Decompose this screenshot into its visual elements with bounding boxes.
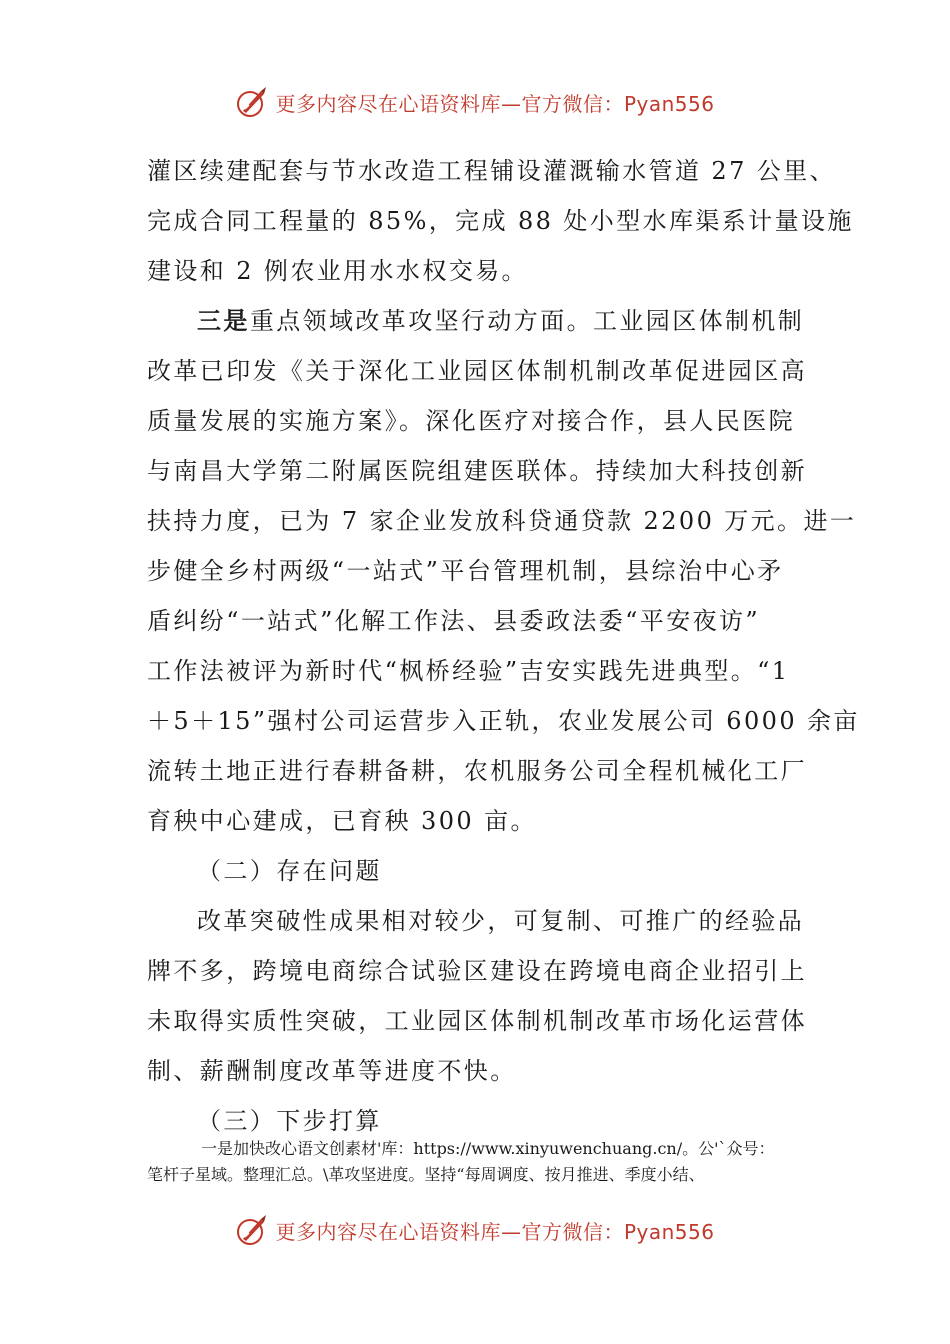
paragraph-line: 完成合同工程量的 85%，完成 88 处小型水库渠系计量设施 [147, 207, 854, 235]
bottom-banner [0, 1208, 950, 1252]
paragraph-line: 盾纠纷“一站式”化解工作法、县委政法委“平安夜访” [147, 607, 761, 635]
paragraph-line: 与南昌大学第二附属医院组建医联体。持续加大科技创新 [147, 457, 807, 485]
paragraph-line: 改革已印发《关于深化工业园区体制机制改革促进园区高 [147, 357, 807, 385]
top-banner [0, 80, 950, 124]
paragraph-line: 流转土地正进行春耕备耕，农机服务公司全程机械化工厂 [147, 757, 807, 785]
paragraph-line: ＋5＋15”强村公司运营步入正轨，农业发展公司 6000 余亩 [147, 707, 860, 735]
footnote-line: 一是加快改心语文创素材'库：https://www.xinyuwenchuang.cn/。公'`众号： [201, 1139, 775, 1158]
paragraph-line: 制、薪酬制度改革等进度不快。 [147, 1057, 517, 1085]
paragraph-line: 灌区续建配套与节水改造工程铺设灌溉输水管道 27 公里、 [147, 157, 836, 185]
paragraph-line: 育秧中心建成，已育秧 300 亩。 [147, 807, 537, 835]
footnote-line: 笔杆子星域。整理汇总。\革攻坚进度。坚持“每周调度、按月推进、季度小结、 [147, 1165, 705, 1184]
quill-pen-logo-icon [235, 85, 269, 119]
document-body [147, 146, 860, 1146]
quill-pen-logo-icon [235, 1213, 269, 1247]
paragraph-line [147, 296, 807, 346]
paragraph-lead-bold: 三是 [197, 306, 250, 335]
paragraph-text: 重点领域改革攻坚行动方面。工业园区体制机制 [249, 307, 805, 335]
paragraph-line: 牌不多，跨境电商综合试验区建设在跨境电商企业招引上 [147, 957, 807, 985]
paragraph-line: 建设和 2 例农业用水水权交易。 [147, 257, 528, 285]
paragraph-line: 步健全乡村两级“一站式”平台管理机制，县综治中心矛 [147, 557, 784, 585]
section-heading-problems: （二）存在问题 [197, 857, 382, 885]
paragraph-line: 改革突破性成果相对较少，可复制、可推广的经验品 [197, 907, 805, 935]
banner-text: 更多内容尽在心语资料库—官方微信：Pyan556 [275, 91, 715, 116]
banner-text: 更多内容尽在心语资料库—官方微信：Pyan556 [275, 1219, 715, 1244]
paragraph-line: 扶持力度，已为 7 家企业发放科贷通贷款 2200 万元。进一 [147, 507, 857, 535]
paragraph-line: 未取得实质性突破，工业园区体制机制改革市场化运营体 [147, 1007, 807, 1035]
section-heading-next-steps: （三）下步打算 [197, 1107, 382, 1135]
paragraph-line: 工作法被评为新时代“枫桥经验”吉安实践先进典型。“1 [147, 657, 790, 685]
footnote [147, 1136, 817, 1188]
paragraph-line: 质量发展的实施方案》。深化医疗对接合作，县人民医院 [147, 407, 795, 435]
